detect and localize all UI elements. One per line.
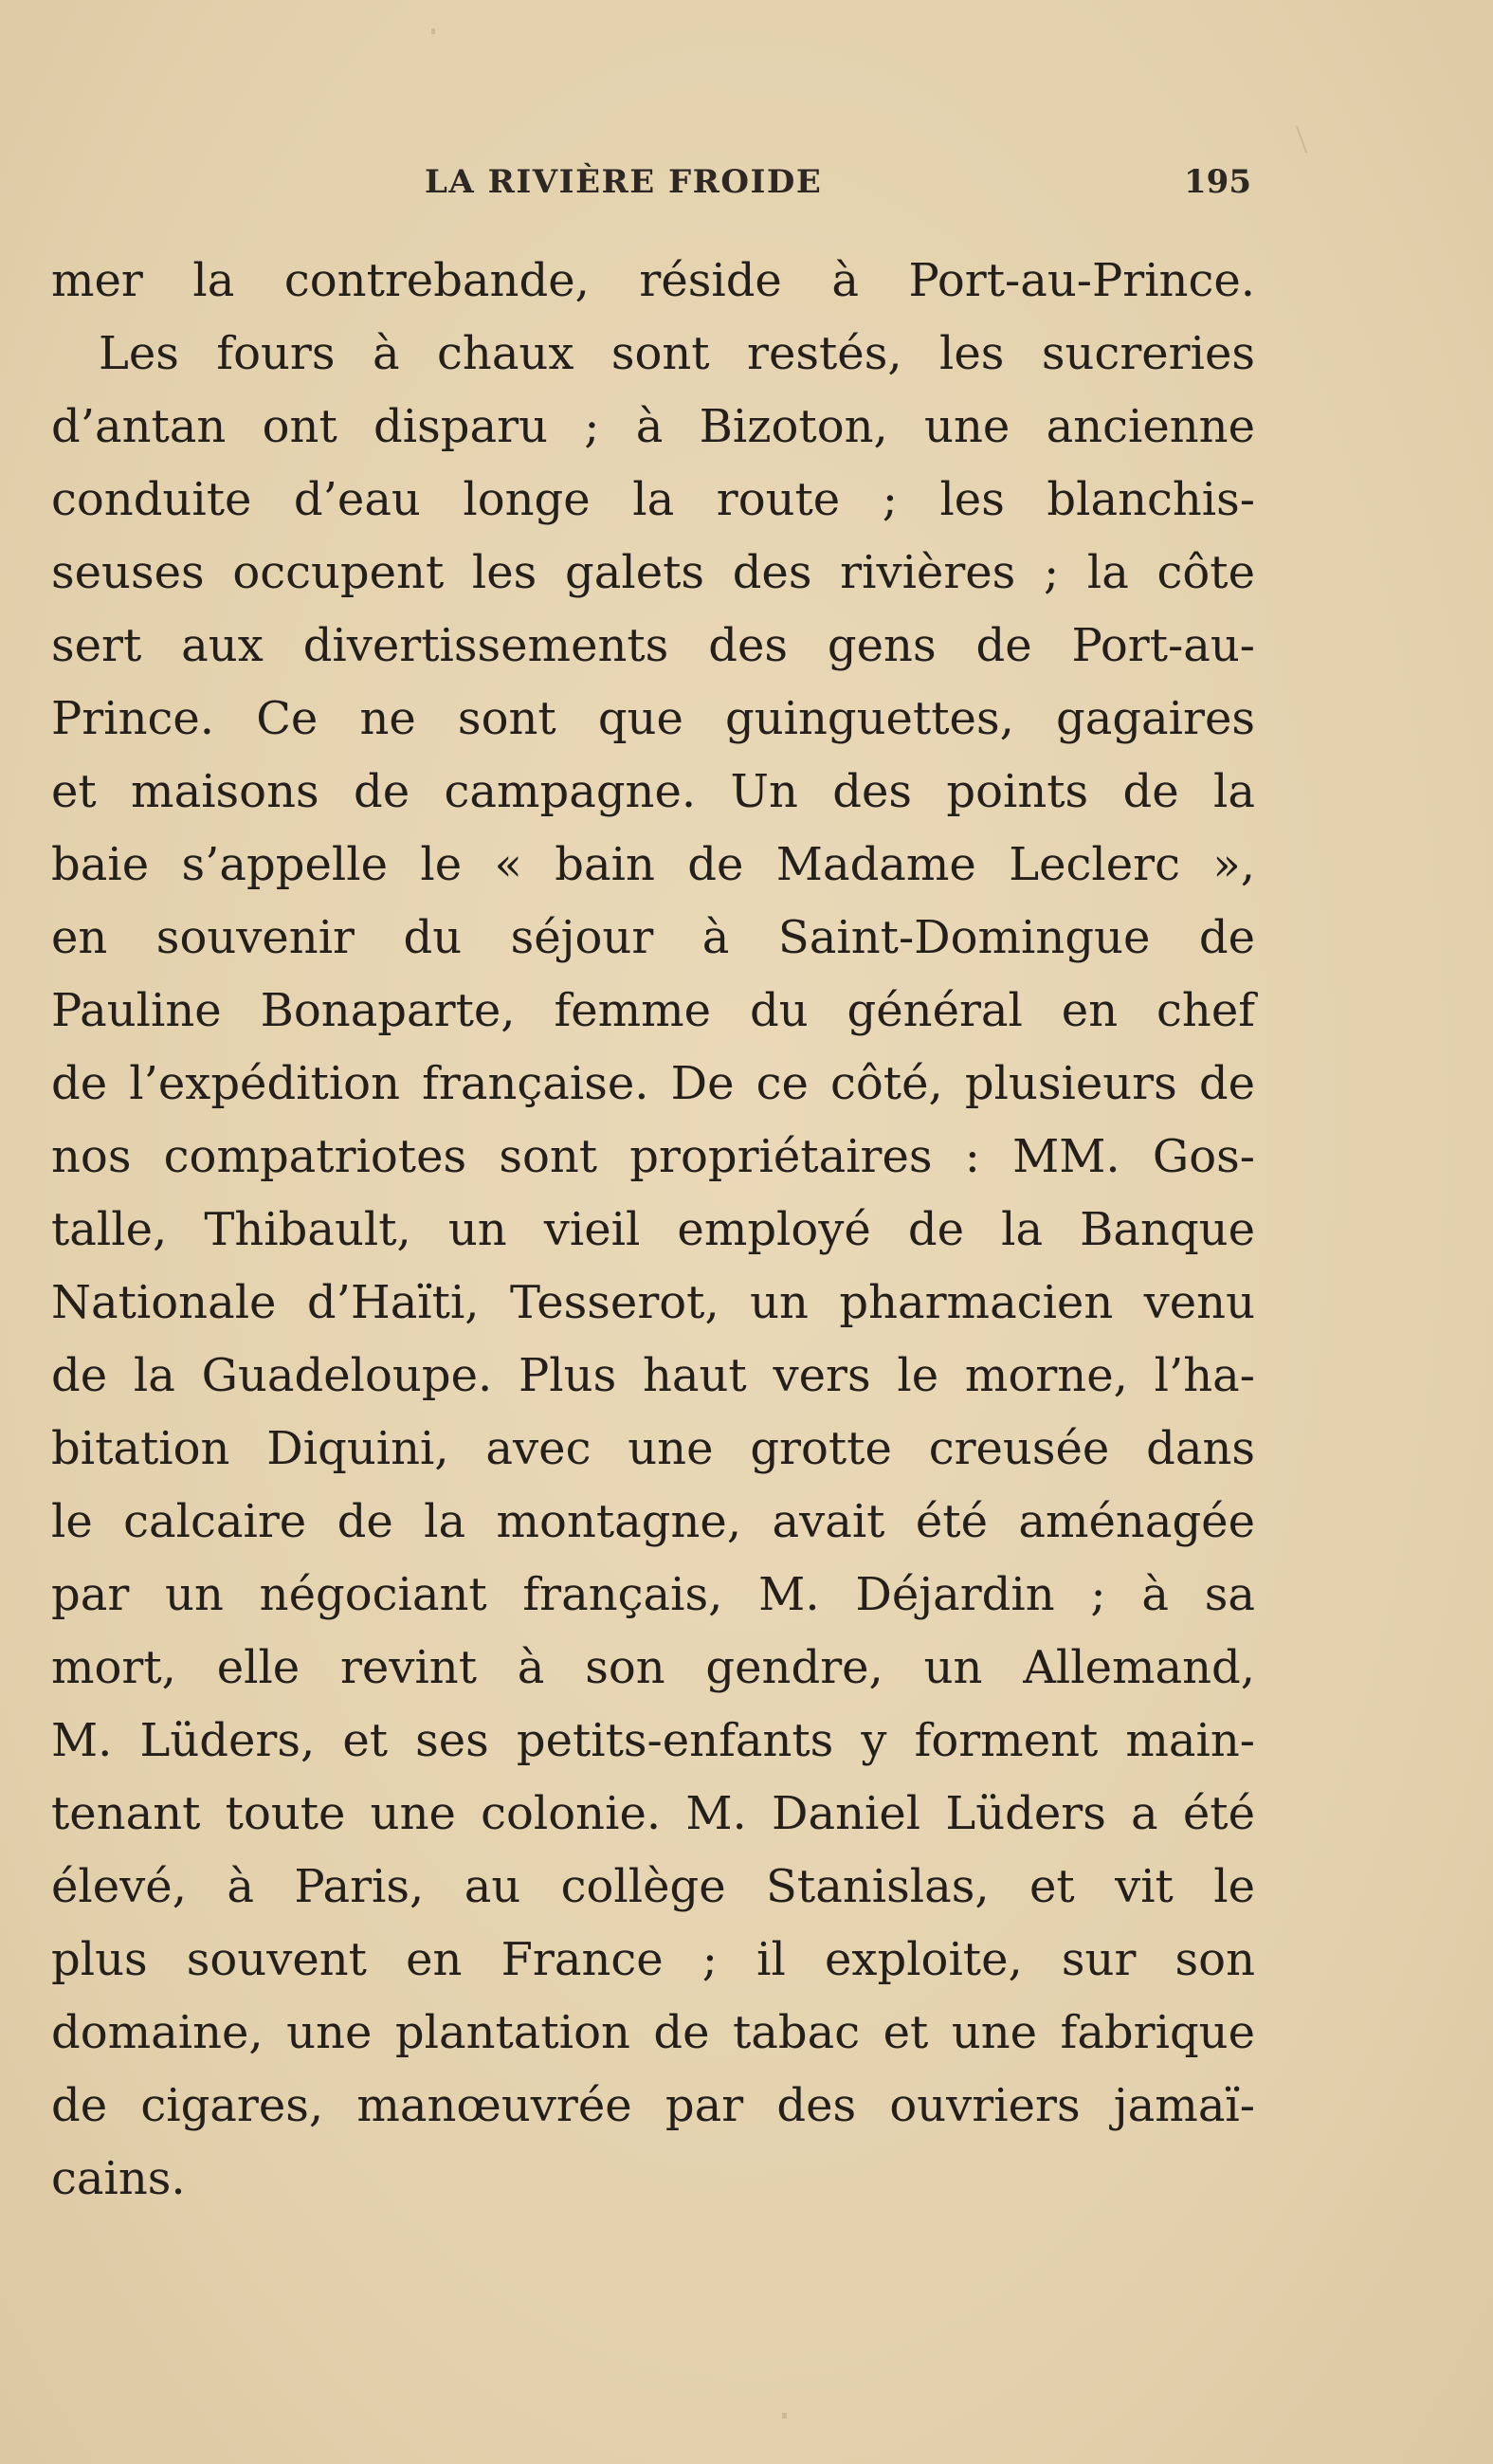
text-line: baie s’appelle le « bain de Madame Leclerc », [51, 838, 1255, 891]
scan-speck [431, 28, 435, 34]
text-line: domaine, une plantation de tabac et une fabrique [51, 2006, 1255, 2059]
text-line: sert aux divertissements des gens de Port-au- [51, 619, 1255, 672]
text-line: mer la contrebande, réside à Port-au-Prince. [51, 254, 1255, 307]
text-line: Les fours à chaux sont restés, les sucreries [99, 327, 1255, 380]
running-title: LA RIVIÈRE FROIDE [425, 163, 823, 201]
page-number: 195 [1184, 163, 1251, 201]
text-line: de cigares, manœuvrée par des ouvriers jamaï- [51, 2079, 1255, 2132]
text-line: Pauline Bonaparte, femme du général en chef [51, 984, 1255, 1037]
text-line: nos compatriotes sont propriétaires : MM. Gos- [51, 1130, 1255, 1183]
text-line: Nationale d’Haïti, Tesserot, un pharmacien venu [51, 1276, 1255, 1329]
text-line: par un négociant français, M. Déjardin ; à sa [51, 1568, 1255, 1621]
text-line: tenant toute une colonie. M. Daniel Lüders a été [51, 1787, 1255, 1840]
text-line: bitation Diquini, avec une grotte creusée dans [51, 1422, 1255, 1475]
text-line: M. Lüders, et ses petits-enfants y forment main- [51, 1714, 1255, 1767]
text-line: cains. [51, 2152, 186, 2205]
scan-speck [782, 2413, 787, 2418]
text-line: élevé, à Paris, au collège Stanislas, et vit le [51, 1860, 1255, 1913]
text-line: en souvenir du séjour à Saint-Domingue de [51, 911, 1255, 964]
text-line: mort, elle revint à son gendre, un Allemand, [51, 1641, 1255, 1694]
scan-speck [1296, 126, 1307, 154]
body-text [51, 245, 1255, 2216]
text-line: talle, Thibault, un vieil employé de la Banque [51, 1203, 1255, 1256]
text-line: et maisons de campagne. Un des points de la [51, 765, 1255, 818]
text-line: seuses occupent les galets des rivières ; la côte [51, 546, 1255, 599]
text-line: de la Guadeloupe. Plus haut vers le morne, l’ha- [51, 1349, 1255, 1402]
page-header [417, 159, 1251, 212]
text-line: de l’expédition française. De ce côté, plusieurs de [51, 1057, 1255, 1110]
text-line: d’antan ont disparu ; à Bizoton, une ancienne [51, 400, 1255, 453]
text-line: Prince. Ce ne sont que guinguettes, gagaires [51, 692, 1255, 745]
text-line: plus souvent en France ; il exploite, sur son [51, 1933, 1255, 1986]
text-line: le calcaire de la montagne, avait été aménagée [51, 1495, 1255, 1548]
text-line: conduite d’eau longe la route ; les blanchis- [51, 473, 1255, 526]
